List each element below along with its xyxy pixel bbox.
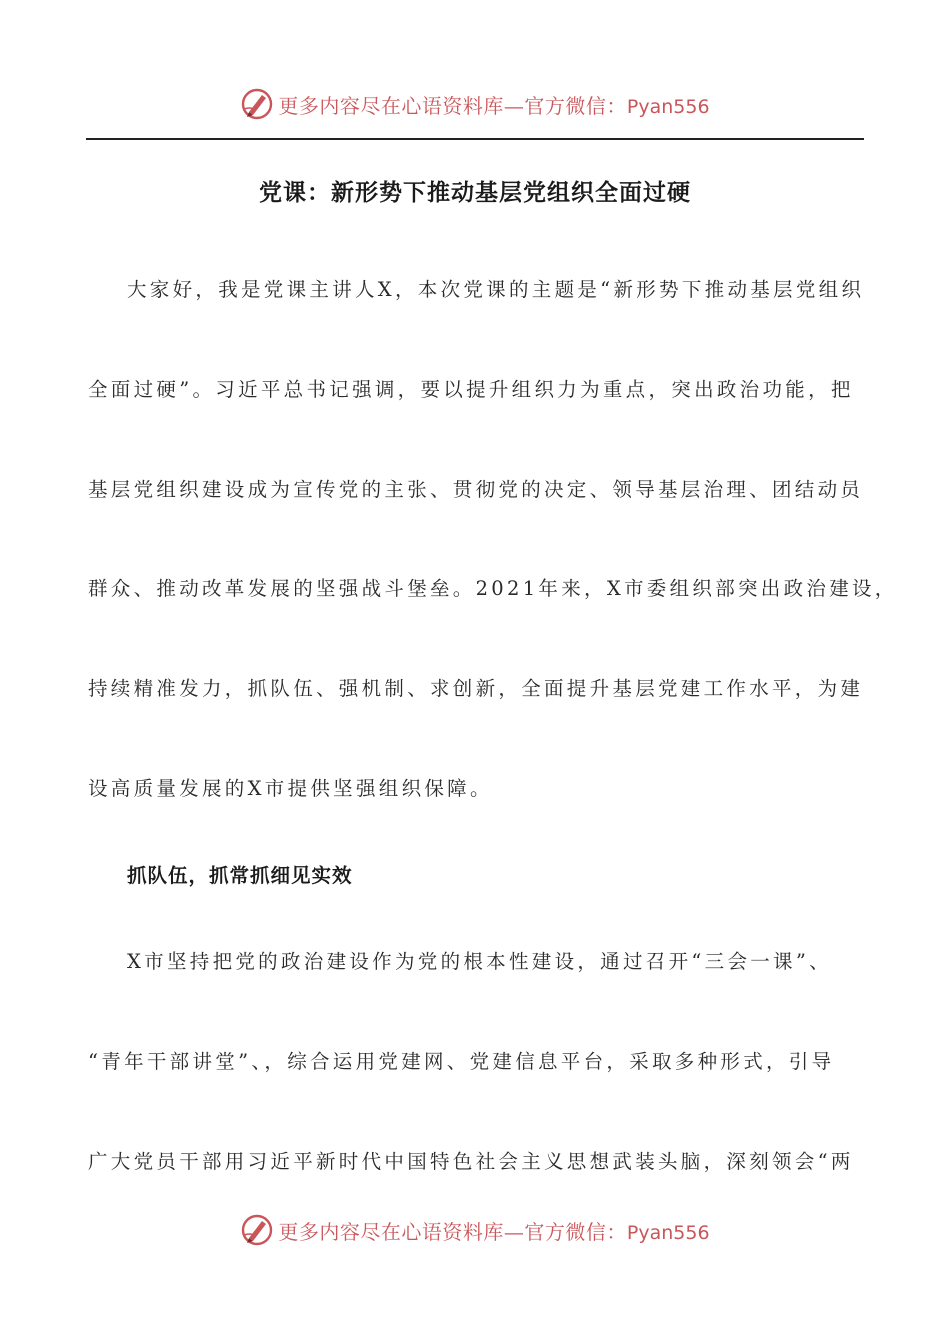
pen-logo-icon <box>240 87 274 121</box>
header-rule <box>86 138 864 140</box>
paragraph1-line: 基层党组织建设成为宣传党的主张、贯彻党的决定、领导基层治理、团结动员 <box>88 478 864 501</box>
watermark-text: 更多内容尽在心语资料库—官方微信： <box>278 93 627 118</box>
paragraph2-line: 广大党员干部用习近平新时代中国特色社会主义思想武装头脑，深刻领会“两 <box>88 1150 854 1173</box>
header-watermark <box>0 82 950 126</box>
paragraph1-line: 群众、推动改革发展的坚强战斗堡垒。2021年来，X市委组织部突出政治建设， <box>88 577 898 600</box>
paragraph1-line: 全面过硬”。习近平总书记强调，要以提升组织力为重点，突出政治功能，把 <box>88 378 854 401</box>
watermark-wechat-id: Pyan556 <box>626 1221 710 1244</box>
footer-watermark <box>0 1208 950 1252</box>
watermark-wechat-id: Pyan556 <box>626 95 710 118</box>
paragraph1-line: 大家好，我是党课主讲人X，本次党课的主题是“新形势下推动基层党组织 <box>127 278 865 301</box>
paragraph1-line: 持续精准发力，抓队伍、强机制、求创新，全面提升基层党建工作水平，为建 <box>88 677 864 700</box>
watermark-text: 更多内容尽在心语资料库—官方微信： <box>278 1219 627 1244</box>
section-heading: 抓队伍，抓常抓细见实效 <box>127 864 353 887</box>
pen-logo-icon <box>240 1213 274 1247</box>
paragraph2-line: “青年干部讲堂”、，综合运用党建网、党建信息平台，采取多种形式，引导 <box>88 1050 835 1073</box>
paragraph2-line: X市坚持把党的政治建设作为党的根本性建设，通过召开“三会一课”、 <box>127 950 832 973</box>
document-title: 党课：新形势下推动基层党组织全面过硬 <box>259 179 691 206</box>
paragraph1-line: 设高质量发展的X市提供坚强组织保障。 <box>88 777 493 800</box>
